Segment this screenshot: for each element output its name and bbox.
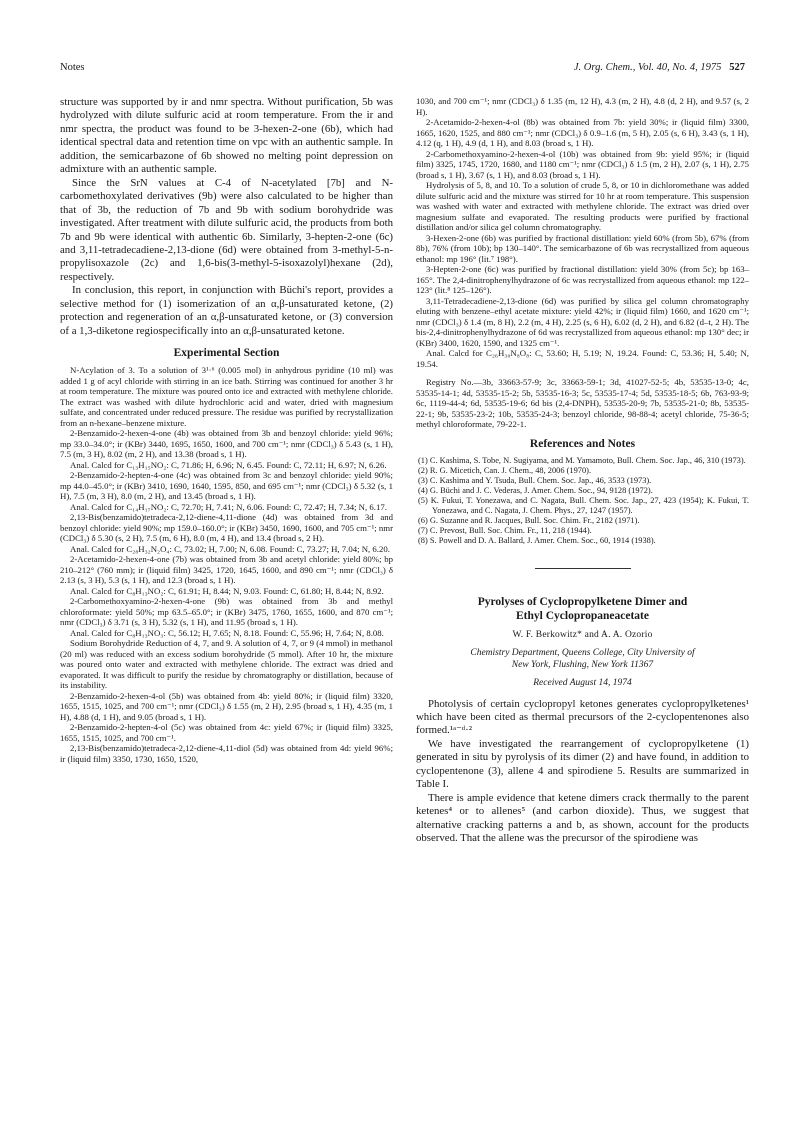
registry-numbers: Registry No.—3b, 33663-57-9; 3c, 33663-59-1; 3d, 41027-52-5; 4b, 53535-13-0; 4c, 53535-14-1; 4d, 53535-15-2; 5b, 53535-16-3; 5c, 53535-17-4; 5d, 53535-18-5; 6b, 763-93-9; 6c, 1119-44-4; 6d, 53535-19-6; 6d bis (2,4-DNPH), 53535-20-9; 7b, 53535-21-0; 8b, 53535-22-1; 9b, 53535-23-2; 10b, 53535-24-3; benzoyl chloride, 98-88-4; acetyl chloride, 75-36-5; methyl chloroformate, 79-22-1.: [416, 377, 749, 429]
analysis-paragraph: Anal. Calcd for C₁₃H₁₅NO₂: C, 71.86; H, 6.96; N, 6.45. Found: C, 72.11; H, 6.97; N, 6.26.: [70, 459, 387, 470]
experimental-paragraph: Sodium Borohydride Reduction of 4, 7, and 9. A solution of 4, 7, or 9 (4 mmol) in methanol (20 ml) was reduced with an excess sodium borohydride (5 mmol). After 10 hr, the mixture was poured onto water and extracted with methylene chloride. The extract was dried and evaporated. It was difficult to purify the residue by chromatography or distillation, because of its instability.: [60, 638, 393, 691]
affiliation-line: New York, Flushing, New York 11367: [511, 659, 654, 670]
body-paragraph: Since the SrN values at C-4 of N-acetylated [7b] and N-carbomethoxylated derivatives (9b) were also calculated to be higher than that of 3b, the reduction of 7b and 9b with sodium borohydride was investigated. After treatment with dilute sulfuric acid, the products from both 7b and 9b were identical with authentic 6b. Similarly, 3-hepten-2-one (6c) and 3,11-tetradecadiene-2,13-dione (6d) were obtained from 3-methyl-5-n-propylisoxazole (2c) and 1,6-bis(3-methyl-5-isoxazolyl)hexane (2d), respectively.: [60, 176, 393, 283]
reference-item: (6) G. Suzanne and R. Jacques, Bull. Soc. Chim. Fr., 2182 (1971).: [418, 515, 640, 525]
experimental-paragraph: 2-Carbomethoxyamino-2-hexen-4-one (9b) was obtained from 3b and methyl chloroformate: yield 50%; mp 63.5–65.0°; ir (KBr) 3475, 1760, 1655, 1600, and 870 cm⁻¹; nmr (CDCl₃) δ 3.71 (s, 3 H), 5.32 (s, 1 H), and 11.95 (broad s, 1 H).: [60, 596, 393, 628]
experimental-paragraph: 2-Benzamido-2-hexen-4-ol (5b) was obtained from 4b: yield 80%; ir (liquid film) 3320, 1655, 1515, 1025, and 700 cm⁻¹; nmr (CDCl₃) δ 1.55 (m, 2 H), 2.95 (broad s, 1 H), 4.35 (m, 1 H), 4.88 (d, 1 H), and 9.05 (broad s, 1 H).: [60, 690, 393, 722]
experimental-paragraph: N-Acylation of 3. To a solution of 3¹·⁶ (0.005 mol) in anhydrous pyridine (10 ml) was added 1 g of acyl chloride with stirring in an ice bath. Stirring was continued for another 3 hr at room temperature. The mixture was poured onto ice and extracted with methylene chloride. The extract was washed with dilute hydrochloric acid and water, dried with magnesium sulfate, and concentrated under reduced pressure. The residue was purified by recrystallization from an n-hexane–benzene mixture.: [60, 365, 393, 428]
experimental-paragraph: 2-Benzamido-2-hexen-4-one (4b) was obtained from 3b and benzoyl chloride: yield 96%; mp 33.0–34.0°; ir (KBr) 3440, 1695, 1650, 1600, and 700 cm⁻¹; nmr (CDCl₃) δ 5.43 (s, 1 H), 7.5 (m, 3 H), 8.02 (m, 2 H), and 13.38 (broad s, 1 H).: [60, 428, 393, 460]
article-body-paragraph: There is ample evidence that ketene dimers crack thermally to the parent ketenes⁴ or to allenes⁵ (and carbon dioxide). Thus, we suggest that alternative cracking patterns a and b, as shown, account for the products observed. That the allene was the precursor of the spirodiene was: [416, 791, 749, 845]
article-title-line: Ethyl Cyclopropaneacetate: [516, 609, 649, 622]
journal-volume: Vol. 40, No. 4, 1975: [637, 62, 722, 73]
body-paragraph: In conclusion, this report, in conjunction with Büchi's report, provides a selective method for (1) isomerization of an α,β-unsaturated ketone, (2) protection and regeneration of an α,β-unsaturated ketone, or (3) conversion of a 1,3-diketone regiospecifically into an α,β-unsaturated ketone.: [60, 284, 393, 337]
experimental-paragraph: Hydrolysis of 5, 8, and 10. To a solution of crude 5, 8, or 10 in dichloromethane was added dilute sulfuric acid and the mixture was stirred for 10 hr at room temperature. This suspension was washed with water and extracted with methylene chloride. The extract was dried over magnesium sulfate and evaporated. The resulting products were purified by fractional distillation and/or silica gel column chromatography.: [416, 180, 749, 232]
experimental-paragraph: 2-Benzamido-2-hepten-4-one (4c) was obtained from 3c and benzoyl chloride: yield 90%; mp 44.0–45.0°; ir (KBr) 3410, 1690, 1640, 1595, 850, and 695 cm⁻¹; nmr (CDCl₃) δ 5.32 (s, 1 H), 7.5 (m, 3 H), 8.0 (m, 2 H), and 13.45 (broad s, 1 H).: [60, 470, 393, 502]
received-date: Received August 14, 1974: [533, 677, 632, 688]
article-body-paragraph: We have investigated the rearrangement of cyclopropylketene (1) generated in situ by pyrolysis of its dimer (2) and have found, in addition to cyclopentenone (3), allene 4 and spirodiene 5. Results are summarized in Table I.: [416, 737, 749, 791]
body-paragraph: structure was supported by ir and nmr spectra. Without purification, 5b was hydrolyzed with dilute sulfuric acid at room temperature. From the ir and nmr spectra, the product was found to be 3-hexen-2-one (6b), which had identical spectral data and retention time on vpc with an authentic sample. In addition, the semicarbazone of 6b showed no melting point depression on admixture with an authentic sample.: [60, 96, 393, 176]
article-title: [416, 595, 749, 623]
experimental-paragraph: 2,13-Bis(benzamido)tetradeca-2,12-diene-4,11-diol (5d) was obtained from 4d: yield 96%; ir (liquid film) 3350, 1730, 1650, 1520,: [60, 743, 393, 764]
journal-citation: J. Org. Chem., Vol. 40, No. 4, 1975 527: [573, 62, 745, 73]
experimental-heading: Experimental Section: [173, 347, 280, 360]
experimental-paragraph: 2,13-Bis(benzamido)tetradeca-2,12-diene-4,11-dione (4d) was obtained from 3d and benzoyl chloride: yield 90%; mp 159.0–160.0°; ir (KBr) 3450, 1690, 1600, and 705 cm⁻¹; nmr (CDCl₃) δ 5.30 (s, 2 H), 7.5 (m, 6 H), 8.0 (m, 4 H), and 13.4 (broad s, 2 H).: [60, 512, 393, 544]
affiliation-line: Chemistry Department, Queens College, City University of: [470, 647, 695, 658]
experimental-paragraph: 2-Acetamido-2-hexen-4-ol (8b) was obtained from 7b: yield 30%; ir (liquid film) 3300, 1665, 1620, 1525, and 880 cm⁻¹; nmr (CDCl₃) δ 0.9–1.6 (m, 5 H), 2.05 (s, 6 H), 3.43 (s, 1 H), 4.12 (q, 1 H), 4.9 (d, 1 H), and 8.03 (broad s, 1 H).: [416, 117, 749, 148]
analysis-paragraph: Anal. Calcd for C₁₄H₁₇NO₂: C, 72.70; H, 7.41; N, 6.06. Found: C, 72.47; H, 7.34; N, 6.17.: [70, 501, 387, 512]
page-number: 527: [729, 62, 745, 73]
article-authors: W. F. Berkowitz* and A. A. Ozorio: [512, 629, 653, 640]
experimental-paragraph: 2-Carbomethoxyamino-2-hexen-4-ol (10b) was obtained from 9b: yield 95%; ir (liquid film) 3325, 1745, 1720, 1680, and 1180 cm⁻¹; nmr (CDCl₃) δ 1.5 (m, 2 H), 2.07 (s, 1 H), 2.75 (broad s, 1 H), 3.67 (s, 1 H), and 8.03 (broad s, 1 H).: [416, 148, 749, 180]
article-body-paragraph: Photolysis of certain cyclopropyl ketones generates cyclopropylketenes¹ which have been cited as thermal precursors of the 2-cyclopentenones also formed.¹ᵃ⁻ᵈ·²: [416, 697, 749, 737]
references-heading: References and Notes: [529, 437, 636, 450]
analysis-paragraph: Anal. Calcd for C₂₈H₃₂N₂O₄: C, 73.02; H, 7.00; N, 6.08. Found: C, 73.27; H, 7.04; N, 6.20.: [70, 543, 390, 554]
experimental-paragraph: 3-Hepten-2-one (6c) was purified by fractional distillation: yield 30% (from 5c); bp 163–165°. The 2,4-dinitrophenylhydrazone of 6c was recrystallized from aqueous ethanol: mp 122–123° (lit.⁸ 125–126°).: [416, 264, 749, 295]
reference-item: (1) C. Kashima, S. Tobe, N. Sugiyama, and M. Yamamoto, Bull. Chem. Soc. Jap., 46, 310 (1973).: [418, 455, 746, 465]
experimental-paragraph: 3-Hexen-2-one (6b) was purified by fractional distillation: yield 60% (from 5b), 67% (from 8b), 76% (from 10b); bp 130–140°. The semicarbazone of 6b was recrystallized from aqueous ethanol: mp 196° (lit.⁷ 198°).: [416, 232, 749, 264]
reference-item: (8) S. Powell and D. A. Ballard, J. Amer. Chem. Soc., 60, 1914 (1938).: [418, 535, 656, 545]
article-title-line: Pyrolyses of Cyclopropylketene Dimer and: [477, 595, 688, 608]
reference-item: (3) C. Kashima and Y. Tsuda, Bull. Chem. Soc. Jap., 46, 3533 (1973).: [418, 475, 652, 485]
reference-item: (5) K. Fukui, T. Yonezawa, and C. Nagata, Bull. Chem. Soc. Jap., 27, 423 (1954); K. Fukui, T. Yonezawa, and C. Nagata, J. Chem. Phys., 27, 1247 (1957).: [418, 495, 749, 515]
experimental-paragraph: 3,11-Tetradecadiene-2,13-dione (6d) was purified by silica gel column chromatography eluting with benzene–ethyl acetate mixture: yield 42%; ir (liquid film) 1660, and 1620 cm⁻¹; nmr (CDCl₃) δ 1.4 (m, 8 H), 2.2 (m, 4 H), 2.25 (s, 6 H), 6.02 (d, 2 H), and 6.82 (d–t, 2 H). The bis-2,4-dinitrophenylhydrazone of 6d was recrystallized from aqueous ethanol: mp 130° dec; ir (KBr) 3400, 1620, 1590, and 1325 cm⁻¹.: [416, 295, 749, 348]
reference-item: (7) C. Prevost, Bull. Soc. Chim. Fr., 11, 218 (1944).: [418, 525, 592, 535]
running-header: [60, 62, 745, 78]
article-affiliation: [416, 647, 749, 671]
article-divider: [535, 568, 631, 569]
right-column: [416, 96, 749, 845]
experimental-paragraph: 2-Acetamido-2-hexen-4-one (7b) was obtained from 3b and acetyl chloride: yield 80%; bp 210–212° (760 mm); ir (liquid film) 3425, 1720, 1645, 1600, and 890 cm⁻¹; nmr (CDCl₃) δ 2.13 (s, 3 H), 5.3 (s, 1 H), and 12.3 (broad s, 1 H).: [60, 554, 393, 586]
section-label: Notes: [60, 62, 85, 73]
experimental-paragraph: 1030, and 700 cm⁻¹; nmr (CDCl₃) δ 1.35 (m, 12 H), 4.3 (m, 2 H), 4.8 (d, 2 H), and 9.57 (s, 2 H).: [416, 96, 749, 117]
left-column: [60, 96, 393, 764]
reference-item: (2) R. G. Micetich, Can. J. Chem., 48, 2006 (1970).: [418, 465, 592, 475]
analysis-paragraph: Anal. Calcd for C₈H₁₃NO₃: C, 56.12; H, 7.65; N, 8.18. Found: C, 55.96; H, 7.64; N, 8.08.: [70, 627, 384, 638]
reference-item: (4) G. Büchi and J. C. Vederas, J. Amer. Chem. Soc., 94, 9128 (1972).: [418, 485, 653, 495]
experimental-paragraph: 2-Benzamido-2-hepten-4-ol (5c) was obtained from 4c: yield 67%; ir (liquid film) 3325, 1655, 1515, 1025, and 700 cm⁻¹.: [60, 722, 393, 743]
analysis-paragraph: Anal. Calcd for C₂₆H₃₀N₈O₈: C, 53.60; H, 5.19; N, 19.24. Found: C, 53.36; H, 5.40; N, 19.54.: [416, 348, 749, 369]
journal-name: J. Org. Chem.: [573, 62, 633, 73]
analysis-paragraph: Anal. Calcd for C₈H₁₃NO₂: C, 61.91; H, 8.44; N, 9.03. Found: C, 61.80; H, 8.44; N, 8.92.: [70, 585, 384, 596]
